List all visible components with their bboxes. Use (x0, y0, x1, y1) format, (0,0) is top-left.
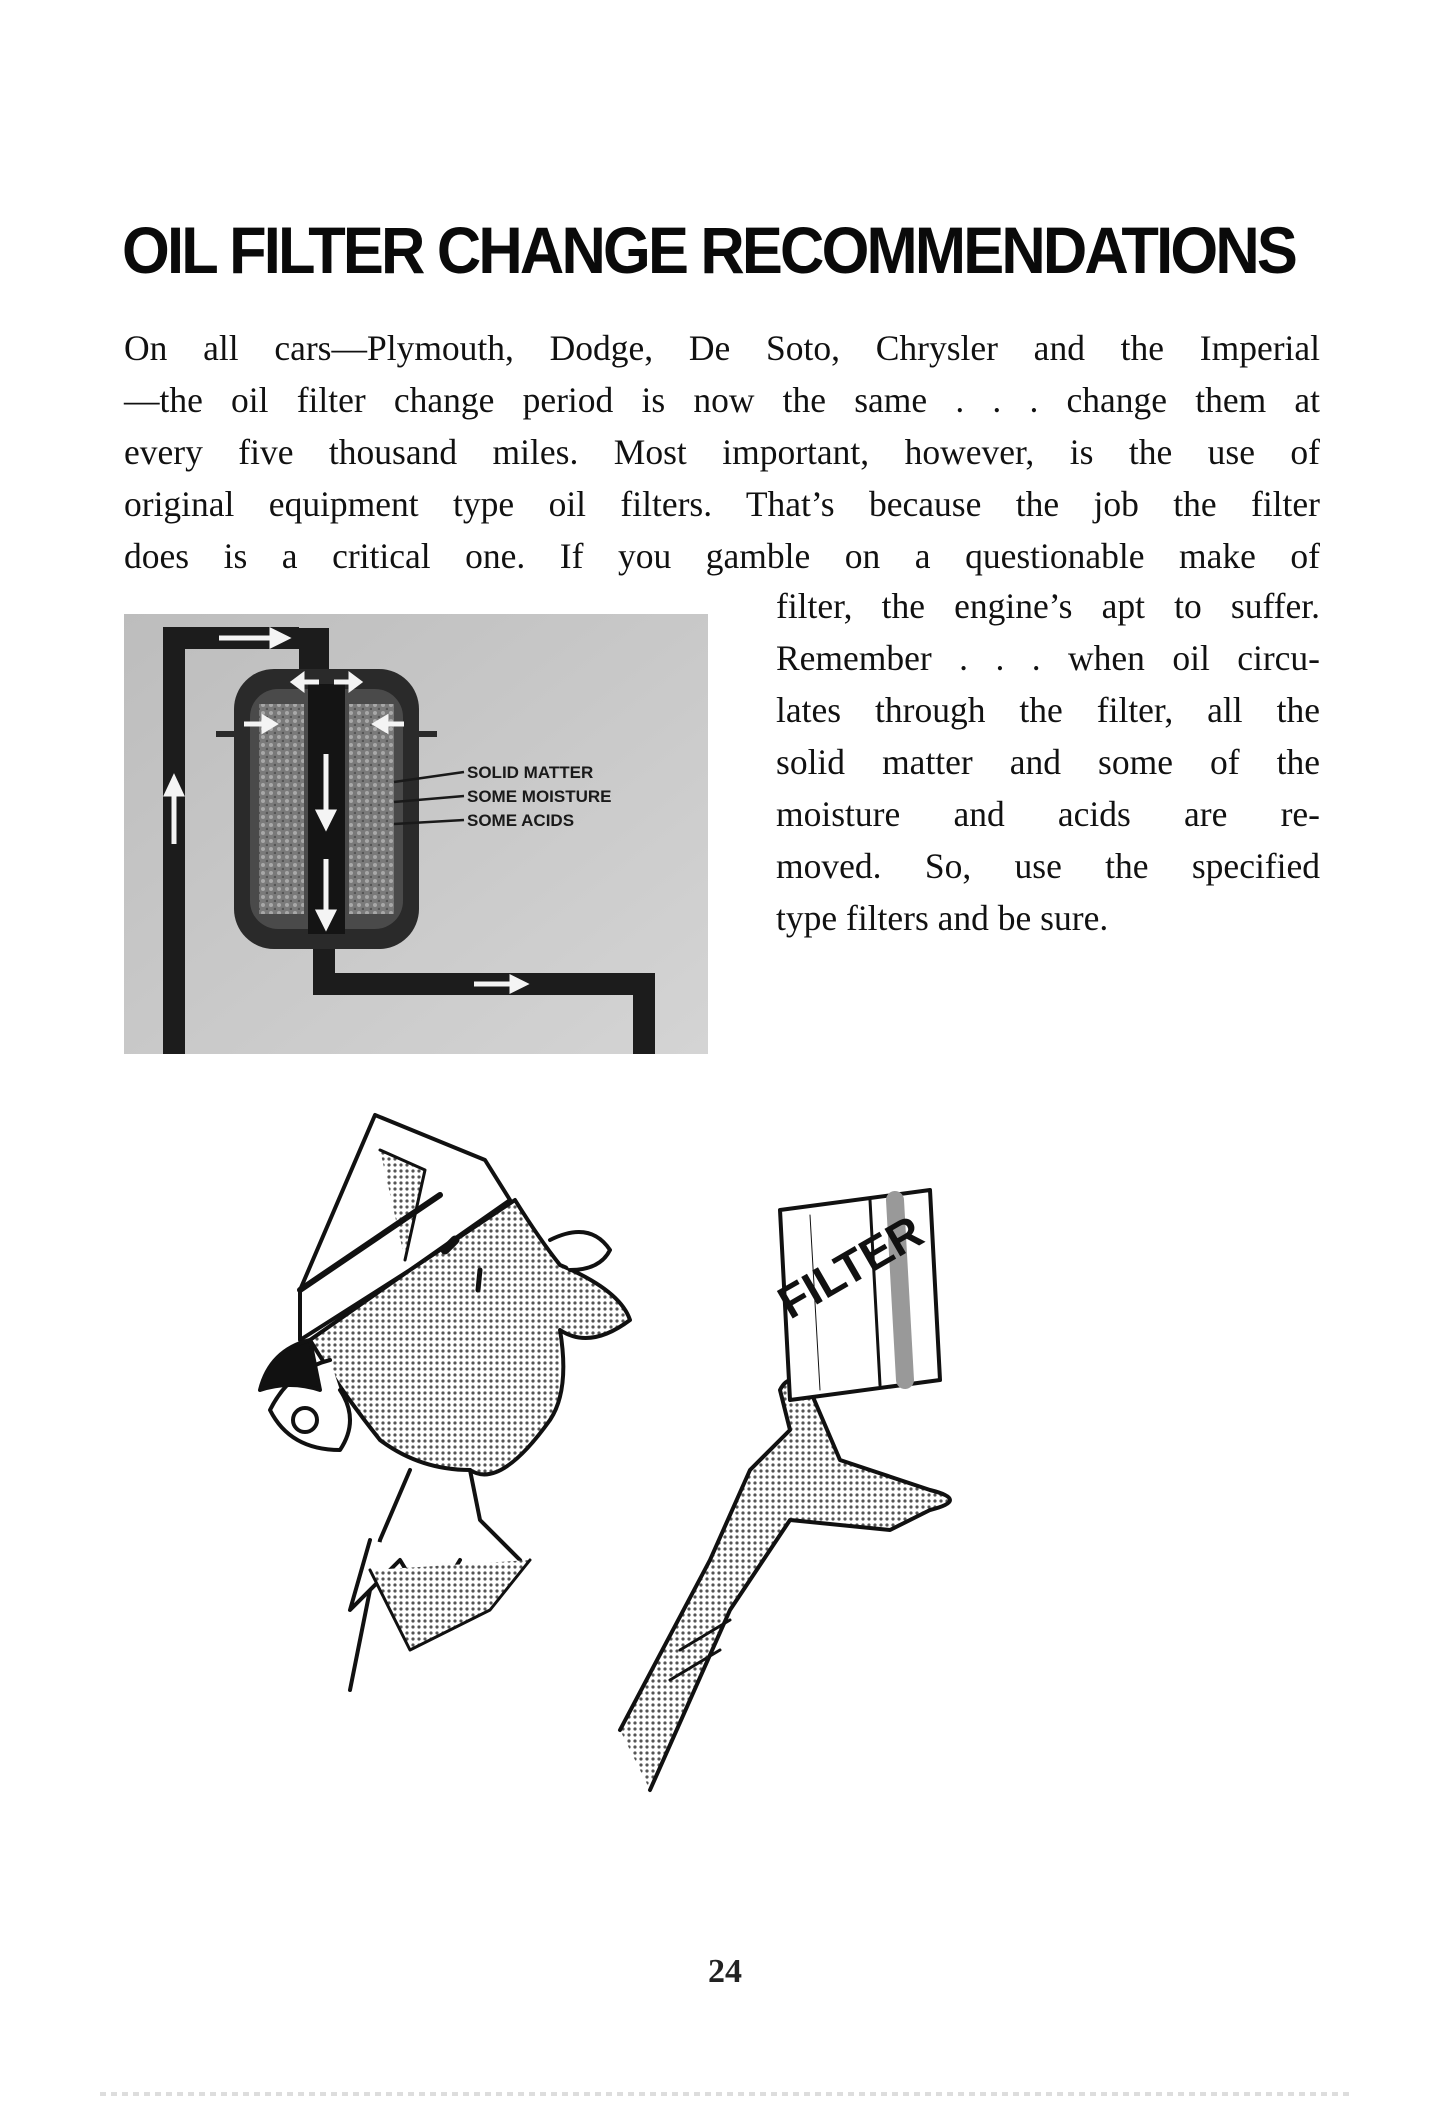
intro-line: On all cars—Plymouth, Dodge, De Soto, Chrysler and the Imperial (124, 328, 1320, 368)
side-line: moved. So, use the specified (776, 846, 1320, 886)
label-some-moisture: SOME MOISTURE (467, 787, 612, 806)
page-number: 24 (708, 1953, 742, 1990)
side-line: moisture and acids are re- (776, 794, 1320, 834)
side-line: lates through the filter, all the (776, 690, 1320, 730)
oil-filter-diagram (124, 614, 708, 1054)
intro-paragraph (124, 322, 1320, 582)
intro-line: original equipment type oil filters. That’s because the job the filter (124, 484, 1320, 524)
intro-line: does is a critical one. If you gamble on a questionable make of (124, 536, 1320, 576)
filter-can-label: FILTER (769, 1204, 932, 1329)
side-line: type filters and be sure. (776, 898, 1109, 938)
label-some-acids: SOME ACIDS (467, 811, 575, 830)
page-title: OIL FILTER CHANGE RECOMMENDATIONS (122, 213, 1296, 287)
side-line: filter, the engine’s apt to suffer. (776, 586, 1320, 626)
side-line: solid matter and some of the (776, 742, 1320, 782)
side-line: Remember . . . when oil circu- (776, 638, 1320, 678)
side-paragraph (776, 580, 1320, 944)
label-solid-matter: SOLID MATTER (467, 763, 594, 782)
filter-element-right (349, 704, 394, 914)
mechanic-arm (620, 1380, 950, 1790)
intro-line: —the oil filter change period is now the same . . . change them at (124, 380, 1320, 420)
mechanic-cartoon (230, 1090, 1230, 1990)
page-edge-shadow (100, 2092, 1350, 2096)
intro-line: every five thousand miles. Most important, however, is the use of (124, 432, 1320, 472)
filter-element-left (259, 704, 304, 914)
